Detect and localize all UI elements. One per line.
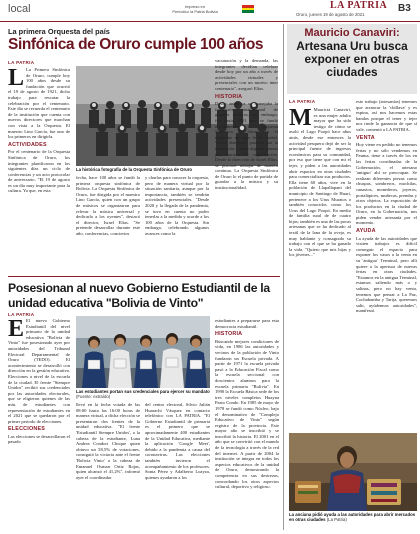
story2-byline: LA PATRIA xyxy=(289,99,316,104)
story3-col1: E El nuevo Gobierno Estudiantil del nivel primario de la unidad educativa "Bolivia de Vinto" fue posesionado ayer por autoridades del Tribunal Electoral Departamental de Oruro (TEDO). El acontecimiento se desarrolló con dirección en la gestión educativa. Elecciones a nivel de la escuela de la ciudad. El frente "Siempre Unidos" recibió sus credenciales por las autoridades electorales, que se eligieron quienes de las más de estudiantes con representación de estudiantes en el 2021 que se quedaron por el primer periodo de elecciones. ELECCIONES Las elecciones se desarrollaron el pasado xyxy=(8,318,70,445)
story3-col3: del centro electoral, Silvio Julián Huarachi Vásquez en contacto telefónico con LA PATRIA. "El Gobierno Estudiantil de primaria es el primero que se aproximadamente 400 estudiantes de la Unidad Educativa, mediante la aplicación 'Google Meet', debido a la pandemia a causa del coronavirus. Las elecciones también tuvieron el acompañamiento de los profesores. Sonia Pérez y Adalberto Loayza, quienes ayudaron a los xyxy=(145,402,210,480)
tagline-line-1: Impreso en xyxy=(184,4,205,9)
flag-icon xyxy=(242,5,254,13)
newspaper-logo: LA PATRIA xyxy=(330,0,388,11)
story1-byline: LA PATRIA xyxy=(8,60,35,65)
dateline: Oruro, jueves 19 de agosto de 2021 xyxy=(296,12,365,17)
story3-headline: Posesionan al nuevo Gobierno Estudiantil de la unidad educativa "Bolivia de Vinto" xyxy=(8,281,270,310)
story2-subhead-venta: VENTA xyxy=(356,134,375,141)
story2-kicker: Mauricio Canaviri: xyxy=(304,27,400,39)
artisan-photo xyxy=(289,433,417,511)
story1-subhead-historia: HISTORIA xyxy=(215,93,243,100)
artisan-woman-image xyxy=(289,433,417,511)
story3-subhead-historia: HISTORIA xyxy=(215,331,243,338)
story1-headline: Sinfónica de Oruro cumple 100 años xyxy=(8,36,264,53)
story2-headline: Artesana Uru busca exponer en otras ciudades xyxy=(296,39,408,79)
story3-byline: LA PATRIA xyxy=(8,312,35,317)
section-title: local xyxy=(8,3,31,15)
page-header xyxy=(0,0,420,22)
story3-col4: estudiantes a prepararse para esta democracia estudiantil. HISTORIA Buscando mejores condiciones de vida, en 1986 las autoridades y vecinos de la población de Vinto fundaron un Escuela privada. A partir de 1971 la escuela privada pasó a la Educación Fiscal como la escuela seccional con doscientos alumnos para la escuela primaria "Bolivia". En 1990 la Escuela Básica sede de los tres niveles completos Huayna Pasto Condo. En 1985 de mayo de 1978 se fundó como Núcleo, bajo el denominativo de "Complejo Educativo de Vinto" según registro de la provincia. Este mayor año se inscribió y se inscribió la historia. El 2001 en el año que se convirtió con el mundo de la tecnología a través de la red del internet. A partir de 2004 la institución se integra en todos los aspectos educativos de la unidad de Oruro, demostrando la competencia en sus destrezas, concordando los otros aspectos cultural, deportivo y religioso. xyxy=(215,318,279,490)
story3-col2: llevó en la fecha votada de las 08:00 hasta las 16:00 horas de manera virtual, a dicha elección se presentaron dos frentes de la unidad educativa. "El frente 'Estudiantil Siempre Unidos', a la cabeza de la estudiante, Luna Andrea Condori Choque quien obtuvo un 58,5% de votaciones, consiguió la victoria ante el frente 'Bolivia Vinto' a la cabeza de Emanuel Osman Ortiz Rojas, quien alcanzó el 41,2%", informó ayer el coordinador xyxy=(76,402,140,480)
story2-col1: M Mauricia Canaviri, es una mujer adulto mayor que ha sido testigo de cómo se asoló el Lago Poopó hace años atrás, desde ese entonces la actividad pesquera dejó de ser la principal fuente de ingresos económicos para su comunidad, por eso que tiene que con mi el tejer, y piden a las autoridades abrir espacios en otras ciudades para comercializar sus productos. Ella tiene 60 años, vive en la población de Llapallapani del municipio de Santiago de Huari, pertenece a los Urus Muratos o también conocidos como los Urus del Lago Poopó. En medio de familia rural de de cuatro hijas; también es una de las pocas artesanas que se ha dedicado al textil de la lana de la oveja, es muy hablante y consagrado su trabajo con el que se ha ganado la vida. "Quiero que mis hijas y los jóvenes..." xyxy=(289,107,351,258)
story1-col4: vacunación y la demanda, las integrantes decidían celebrar desde hoy por un año a través de actividades virtuales y presenciales con un motivo inter centenario", aseguró Elías. HISTORIA Desde antes ya se manejaba la formación institucional de grandes músicos, sin embargo, fue hasta 1921 que se fundó oficialmente la Orquesta Sinfónica de Oruro, en el momento de auge de la ciudad. Varios directores pasaron por la institución y hubo algunas pausas por motivos de organización. Desde la dirección de Israel Elías, se procuró trabajar de manera continua. La Orquesta Sinfónica de Oruro lo el punto de partida de guardar a la música y su institucionalidad. xyxy=(215,58,278,191)
story3-subhead-elecciones: ELECCIONES xyxy=(8,426,46,433)
story2-col2: este trabajo (artesanías) tenemos que arrancar la 'chillava' y es espina, así nos hacemos estas bandas porque el tener y tejer nos rinde la ganancia de que sí vale, comentó a LA PATRIA. VENTA Hoy viene en pedido no tenemos ferias y no sólo vendemos en Pauma, tiene a través de los en las ferias coordinadas de la Gobernación, el artesano 'antiguo' ahí se preocupan. Se realizan diferentes piezas como chuspas, sombreros, mochilas, canastos, monederos, joyeros, portalápices, muñecas, prendas y otros objetos. La exposición de los productos en la ciudad de Oruro, en la Gobernación, nos piden vender artesanía por el momento. AYUDA La ayuda de las autoridades que visiten trabajos es difícil conseguir el espacio para exponer los vasos a la venta en su 'antiguo' Terminal, pero alli quiere a la apertura de nuevas ferias en otras ciudades. "Estamos en la antigua Terminal, estamos saliendo más o y salinas, pero no hay venta, tenemos que pensar a La Paz, Cochabamba y Tarija, queremos salir, ayúdennos autoridades", manifestó. xyxy=(356,99,417,314)
artisan-photo-caption: La anciana pidió ayuda a las autoridades para abrir mercados en otras ciudades (La Patria) xyxy=(289,512,416,523)
orchestra-photo-caption: La histórica fotografía de la Orquesta Sinfónica de Oruro xyxy=(76,167,193,172)
story1-subhead-actividades: ACTIVIDADES xyxy=(8,141,47,148)
students-image xyxy=(76,316,210,388)
page-number: B3 xyxy=(398,3,411,14)
tagline-line-2: Periódico la Patria Bolivia xyxy=(172,9,218,14)
students-photo xyxy=(76,316,210,388)
story2-subhead-ayuda: AYUDA xyxy=(356,228,376,235)
column-divider xyxy=(283,24,284,530)
header-tagline xyxy=(150,4,240,14)
story-divider xyxy=(8,276,280,277)
students-photo-caption: Las estudiantes portan sus credenciales para ejercer su mandato (Fuente: extraído) xyxy=(76,389,210,400)
story1-col1: L La Primera Sinfónica de Oruro, cumple hoy 100 años desde su fundación que ocurrió el 19 de agosto de 1921, dicho trabajo para rescatar la celebración por el centenario. Este día se recuerda el centenario de la institución que cuenta con nuevos directores que marchan con vista a la Orquesta. El maestro Lino García, fue uno de los primeros en dirigirla. ACTIVIDADES Por el centenario de la Orquesta Sinfónica de Oruro, los integrantes planificaron en los siguientes días un ciclo de conferencias y un acto protocolar de aniversario. "El 19 de agosto es un día muy importante para la cultura. Ya que, en esta xyxy=(8,67,70,194)
story1-col2: fecha, hace 100 años se fundó la primera orquesta sinfónica de Bolivia. La Orquesta Sinfónica de Oruro, fue dirigida por el maestro Lino García, quien con un grupo de músicos se organizaron para relevar la música universal y dedicarla a los oyentes", destacó el director, Israel Elías. "Se pretende desarrollar durante este año, conferencias, conciertos xyxy=(76,175,140,236)
story1-kicker: La primera Orquesta del país xyxy=(8,27,110,36)
story1-col3: y charlas para conocer la orquesta, pero de manera virtual por la situación sanitaria, aunque por la importancia, también se tendrán actividades presenciales. "Desde 2020 y la llegada de la pandemia, se tuvo en cuenta no poder tenerlas a la medida y acorde a los 100 años de la Orquesta. Sin embargo, celebrando algunos avances como la xyxy=(145,175,209,236)
